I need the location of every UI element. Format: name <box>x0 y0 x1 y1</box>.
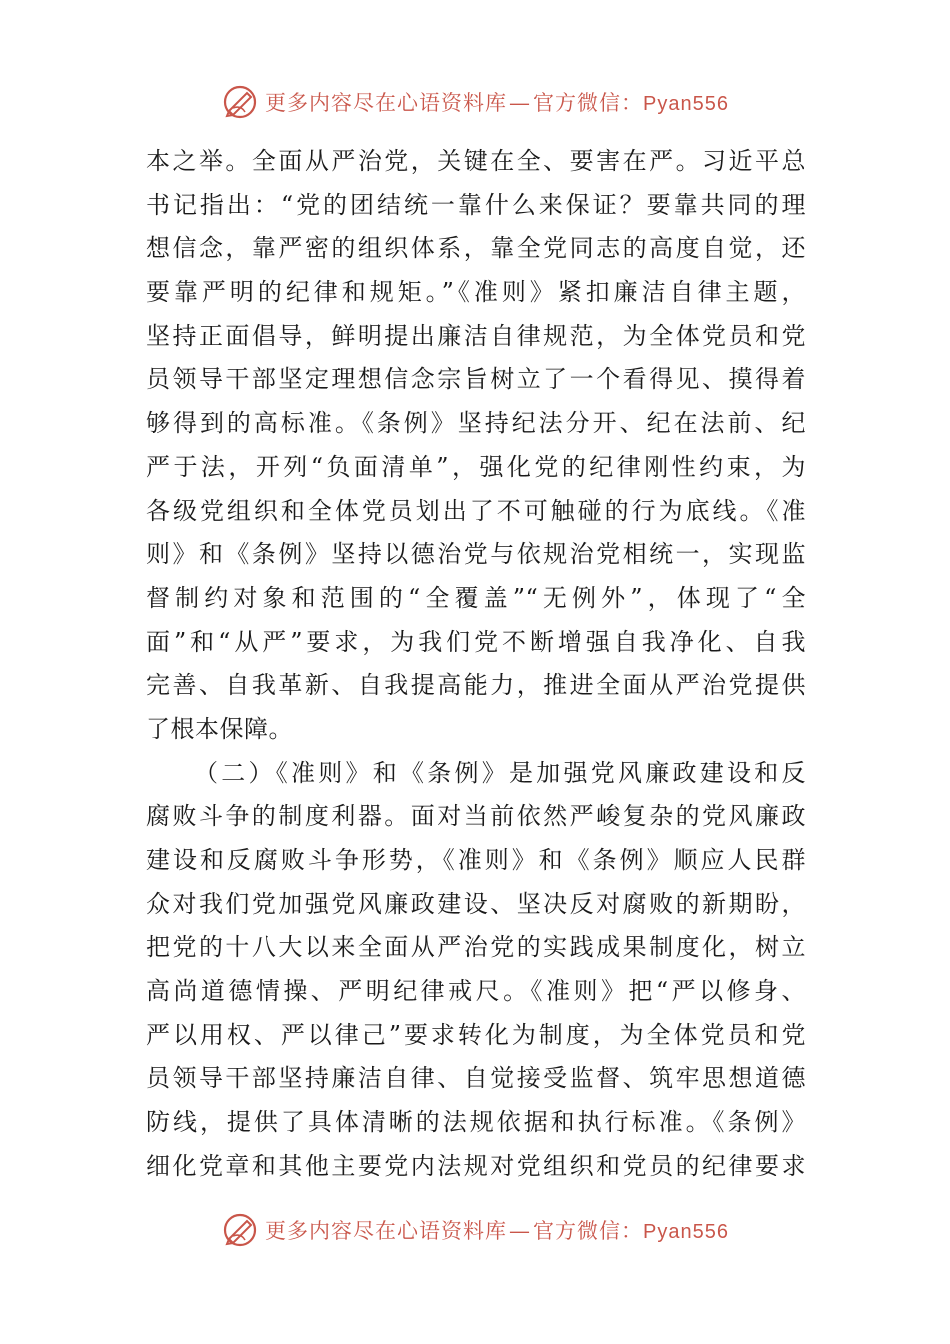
text-line: 完善、自我革新、自我提高能力，推进全面从严治党提供 <box>146 671 806 700</box>
text-line: 员领导干部坚定理想信念宗旨树立了一个看得见、摸得着 <box>146 365 806 394</box>
text-line: 各级党组织和全体党员划出了不可触碰的行为底线。《准 <box>146 496 806 525</box>
watermark-official-label: 官方微信： <box>533 1219 644 1243</box>
watermark-site-name: 更多内容尽在心语资料库 <box>265 1219 508 1243</box>
header-watermark-banner <box>0 82 950 122</box>
text-line: 则》和《条例》坚持以德治党与依规治党相统一，实现监 <box>146 540 806 569</box>
watermark-wechat-id: Pyan556 <box>643 93 729 115</box>
text-line: 督制约对象和范围的“全覆盖”“无例外”，体现了“全 <box>146 583 806 612</box>
text-line: 够得到的高标准。《条例》坚持纪法分开、纪在法前、纪 <box>146 409 806 438</box>
text-line: 面”和“从严”要求，为我们党不断增强自我净化、自我 <box>146 627 806 656</box>
text-line: 书记指出：“党的团结统一靠什么来保证？要靠共同的理 <box>146 190 806 219</box>
text-line: （二）《准则》和《条例》是加强党风廉政建设和反 <box>194 758 806 787</box>
watermark-dash: — <box>509 91 532 115</box>
text-line: 要靠严明的纪律和规矩。”《准则》紧扣廉洁自律主题， <box>146 278 806 307</box>
text-line: 防线，提供了具体清晰的法规依据和执行标准。《条例》 <box>146 1108 806 1137</box>
text-line: 严于法，开列“负面清单”，强化党的纪律刚性约束，为 <box>146 452 806 481</box>
footer-watermark-banner <box>0 1210 950 1250</box>
text-line: 坚持正面倡导，鲜明提出廉洁自律规范，为全体党员和党 <box>146 321 806 350</box>
text-line: 严以用权、严以律己”要求转化为制度，为全体党员和党 <box>146 1020 806 1049</box>
text-line: 本之举。全面从严治党，关键在全、要害在严。习近平总 <box>146 147 806 175</box>
text-line: 细化党章和其他主要党内法规对党组织和党员的纪律要求 <box>146 1151 806 1180</box>
watermark-site-name: 更多内容尽在心语资料库 <box>265 91 508 115</box>
text-line: 众对我们党加强党风廉政建设、坚决反对腐败的新期盼， <box>146 889 806 918</box>
pen-logo-icon <box>221 1211 259 1249</box>
pen-logo-icon <box>221 83 259 121</box>
text-line: 员领导干部坚持廉洁自律、自觉接受监督、筑牢思想道德 <box>146 1064 806 1093</box>
text-line: 想信念，靠严密的组织体系，靠全党同志的高度自觉，还 <box>146 234 806 263</box>
text-line: 了根本保障。 <box>146 714 293 743</box>
watermark-wechat-id: Pyan556 <box>643 1221 729 1243</box>
paragraph-2 <box>146 752 806 1189</box>
text-line: 把党的十八大以来全面从严治党的实践成果制度化，树立 <box>146 933 806 962</box>
watermark-official-label: 官方微信： <box>533 91 644 115</box>
text-line: 高尚道德情操、严明纪律戒尺。《准则》把“严以修身、 <box>146 977 806 1006</box>
text-line: 腐败斗争的制度利器。面对当前依然严峻复杂的党风廉政 <box>146 802 806 831</box>
paragraph-1 <box>146 140 806 752</box>
watermark-text <box>265 1215 729 1245</box>
document-body <box>146 140 806 1189</box>
watermark-text <box>265 87 729 117</box>
watermark-dash: — <box>509 1219 532 1243</box>
text-line: 建设和反腐败斗争形势，《准则》和《条例》顺应人民群 <box>146 846 806 874</box>
